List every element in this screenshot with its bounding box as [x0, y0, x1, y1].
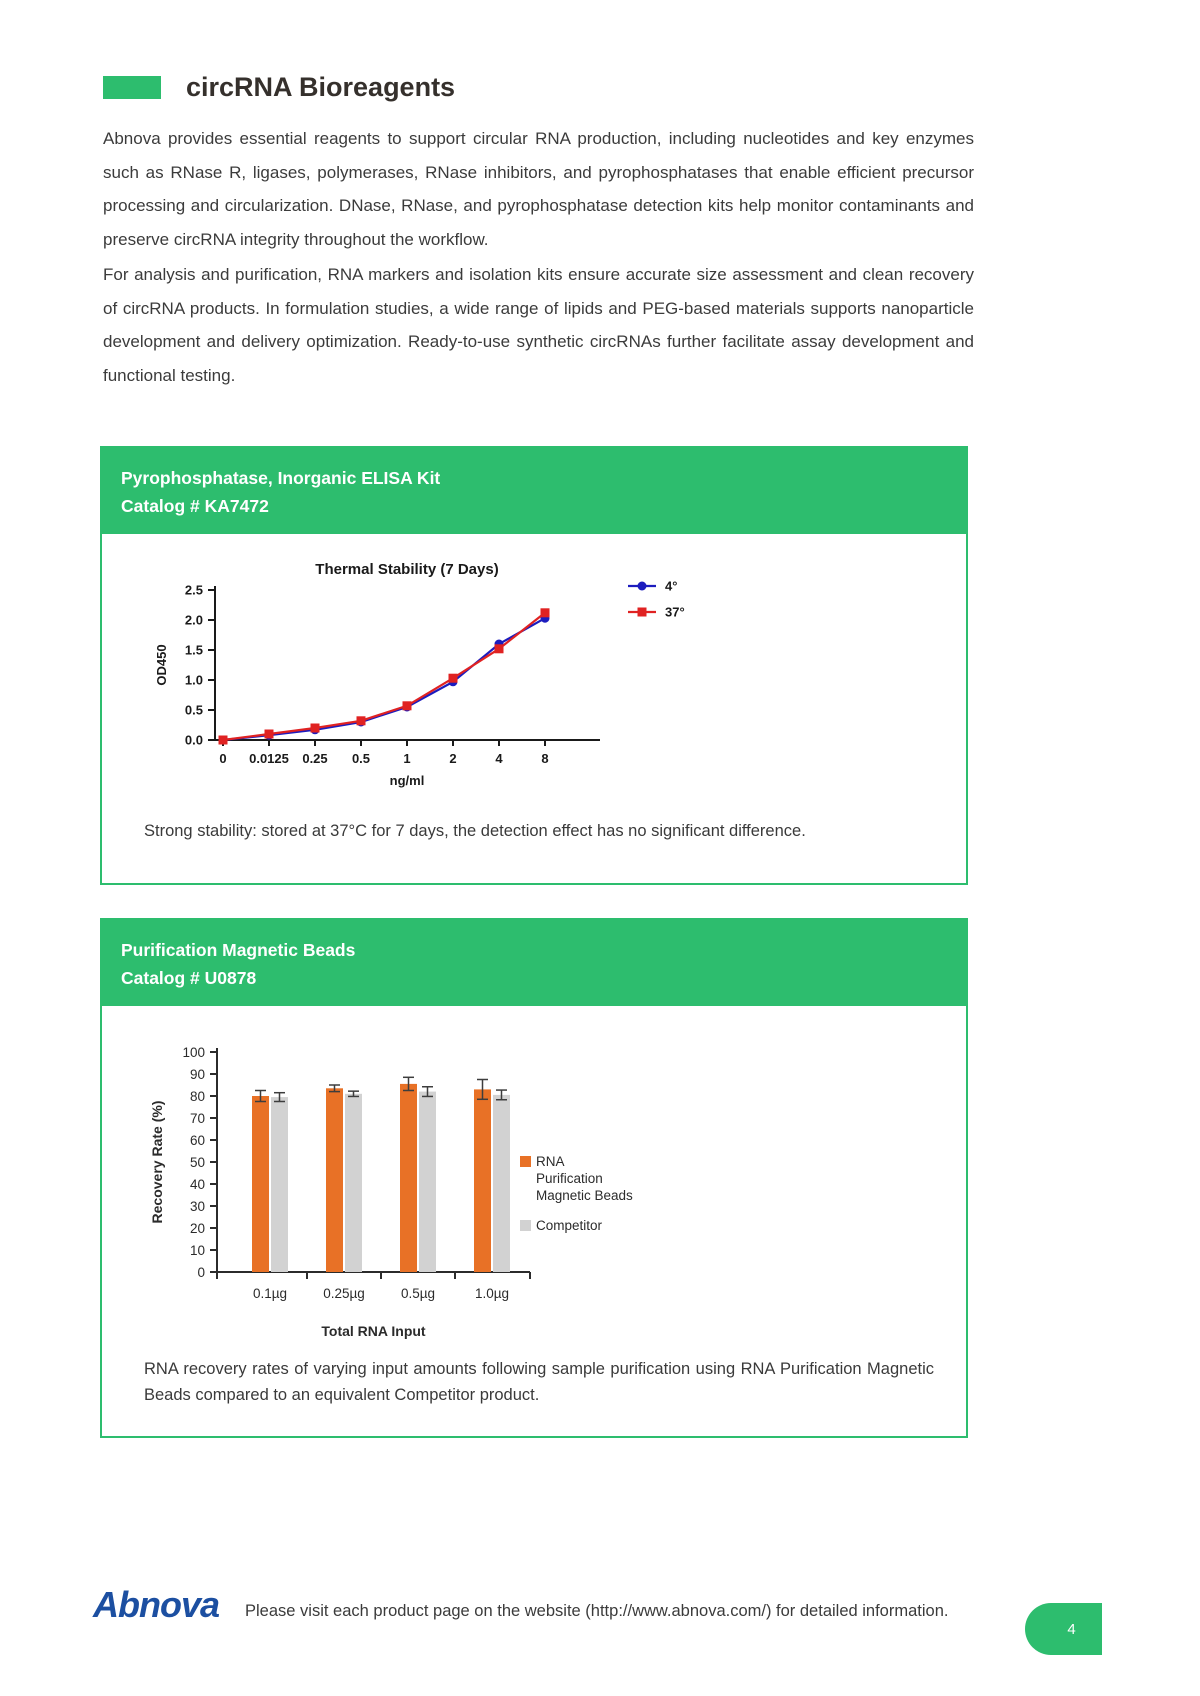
chart-caption: Strong stability: stored at 37°C for 7 days, the detection effect has no significant difference. [144, 822, 806, 840]
product-box-body [100, 534, 968, 885]
svg-text:50: 50 [189, 1155, 205, 1170]
svg-text:0.25µg: 0.25µg [323, 1286, 365, 1301]
product-box-magnetic-beads [100, 918, 968, 1438]
svg-text:4°: 4° [665, 578, 678, 594]
svg-text:30: 30 [189, 1199, 205, 1214]
line-chart-legend [628, 579, 685, 620]
svg-text:RNA: RNA [536, 1154, 565, 1169]
line-chart-title: Thermal Stability (7 Days) [315, 561, 499, 578]
svg-text:Competitor: Competitor [536, 1218, 603, 1233]
line-series-37° [219, 608, 550, 744]
catalog-number: Catalog # U0878 [121, 968, 257, 988]
page-number-badge: 4 [1025, 1603, 1102, 1655]
svg-text:8: 8 [541, 751, 549, 766]
bar-chart-legend [520, 1154, 633, 1233]
svg-text:1.0µg: 1.0µg [474, 1286, 510, 1301]
svg-text:70: 70 [189, 1111, 205, 1126]
line-chart-xlabel: ng/ml [389, 773, 425, 788]
line-chart-ylabel: OD450 [154, 644, 169, 686]
svg-text:Magnetic Beads: Magnetic Beads [536, 1188, 633, 1203]
svg-text:0.0: 0.0 [184, 732, 203, 748]
product-box-body [100, 1006, 968, 1438]
svg-text:0.5µg: 0.5µg [400, 1286, 436, 1301]
product-title: Purification Magnetic Beads [121, 940, 356, 960]
svg-text:1: 1 [403, 751, 411, 766]
product-box-header [100, 918, 968, 1006]
doc-header [103, 72, 455, 103]
bar-chart-ylabel: Recovery Rate (%) [149, 1100, 165, 1224]
svg-text:0.0125: 0.0125 [249, 751, 289, 766]
error-bars [255, 1077, 507, 1101]
svg-text:60: 60 [189, 1133, 205, 1148]
abnova-logo: Abnova [93, 1584, 220, 1625]
svg-text:4: 4 [495, 751, 503, 766]
svg-text:2.5: 2.5 [184, 582, 203, 598]
svg-text:90: 90 [189, 1067, 205, 1082]
svg-text:Purification: Purification [536, 1171, 603, 1186]
svg-text:0: 0 [219, 751, 227, 766]
line-series-4° [219, 614, 550, 745]
svg-text:10: 10 [189, 1243, 205, 1258]
thermal-stability-line-chart [130, 548, 750, 788]
svg-text:0.5: 0.5 [351, 751, 371, 766]
svg-text:100: 100 [182, 1045, 205, 1060]
line-chart-axes [154, 583, 600, 789]
svg-text:40: 40 [189, 1177, 205, 1192]
svg-text:80: 80 [189, 1089, 205, 1104]
svg-text:1.0: 1.0 [184, 672, 203, 688]
svg-text:2.0: 2.0 [184, 612, 203, 628]
svg-text:1.5: 1.5 [184, 642, 203, 658]
intro-paragraph-1: Abnova provides essential reagents to support circular RNA production, including nucleotides and key enzymes such as RNase R, ligases, polymerases, RNase inhibitors, and pyrophosphatases that enable efficient precursor processing and circularization. DNase, RNase, and pyrophosphatase detection kits help monitor contaminants and preserve circRNA integrity throughout the workflow. [103, 129, 974, 249]
intro-paragraph-2: For analysis and purification, RNA markers and isolation kits ensure accurate size assessment and clean recovery of circRNA products. In formulation studies, a wide range of lipids and PEG-based materials supports nanoparticle development and delivery optimization. Ready-to-use synthetic circRNAs further facilitate assay development and functional testing. [103, 265, 974, 385]
svg-text:0.25: 0.25 [302, 751, 328, 766]
svg-text:0.1µg: 0.1µg [252, 1286, 288, 1301]
page-title: circRNA Bioreagents [186, 72, 456, 102]
svg-text:0: 0 [197, 1265, 205, 1280]
footer-note: Please visit each product page on the website (http://www.abnova.com/) for detailed information. [245, 1602, 949, 1620]
chart-caption: RNA recovery rates of varying input amounts following sample purification using RNA Purification Magnetic Beads compared to an equivalent Competitor product. [144, 1360, 934, 1404]
svg-text:2: 2 [449, 751, 457, 766]
intro-section [103, 122, 974, 392]
bar-chart-xlabel: Total RNA Input [321, 1323, 426, 1339]
recovery-rate-bar-chart [132, 1022, 792, 1352]
catalog-number: Catalog # KA7472 [121, 496, 269, 516]
green-accent-bar [103, 76, 161, 99]
svg-text:20: 20 [189, 1221, 205, 1236]
svg-text:37°: 37° [665, 604, 685, 620]
svg-text:0.5: 0.5 [184, 702, 203, 718]
product-box-elisa-kit [100, 446, 968, 885]
product-box-header [100, 446, 968, 534]
product-title: Pyrophosphatase, Inorganic ELISA Kit [121, 468, 441, 488]
